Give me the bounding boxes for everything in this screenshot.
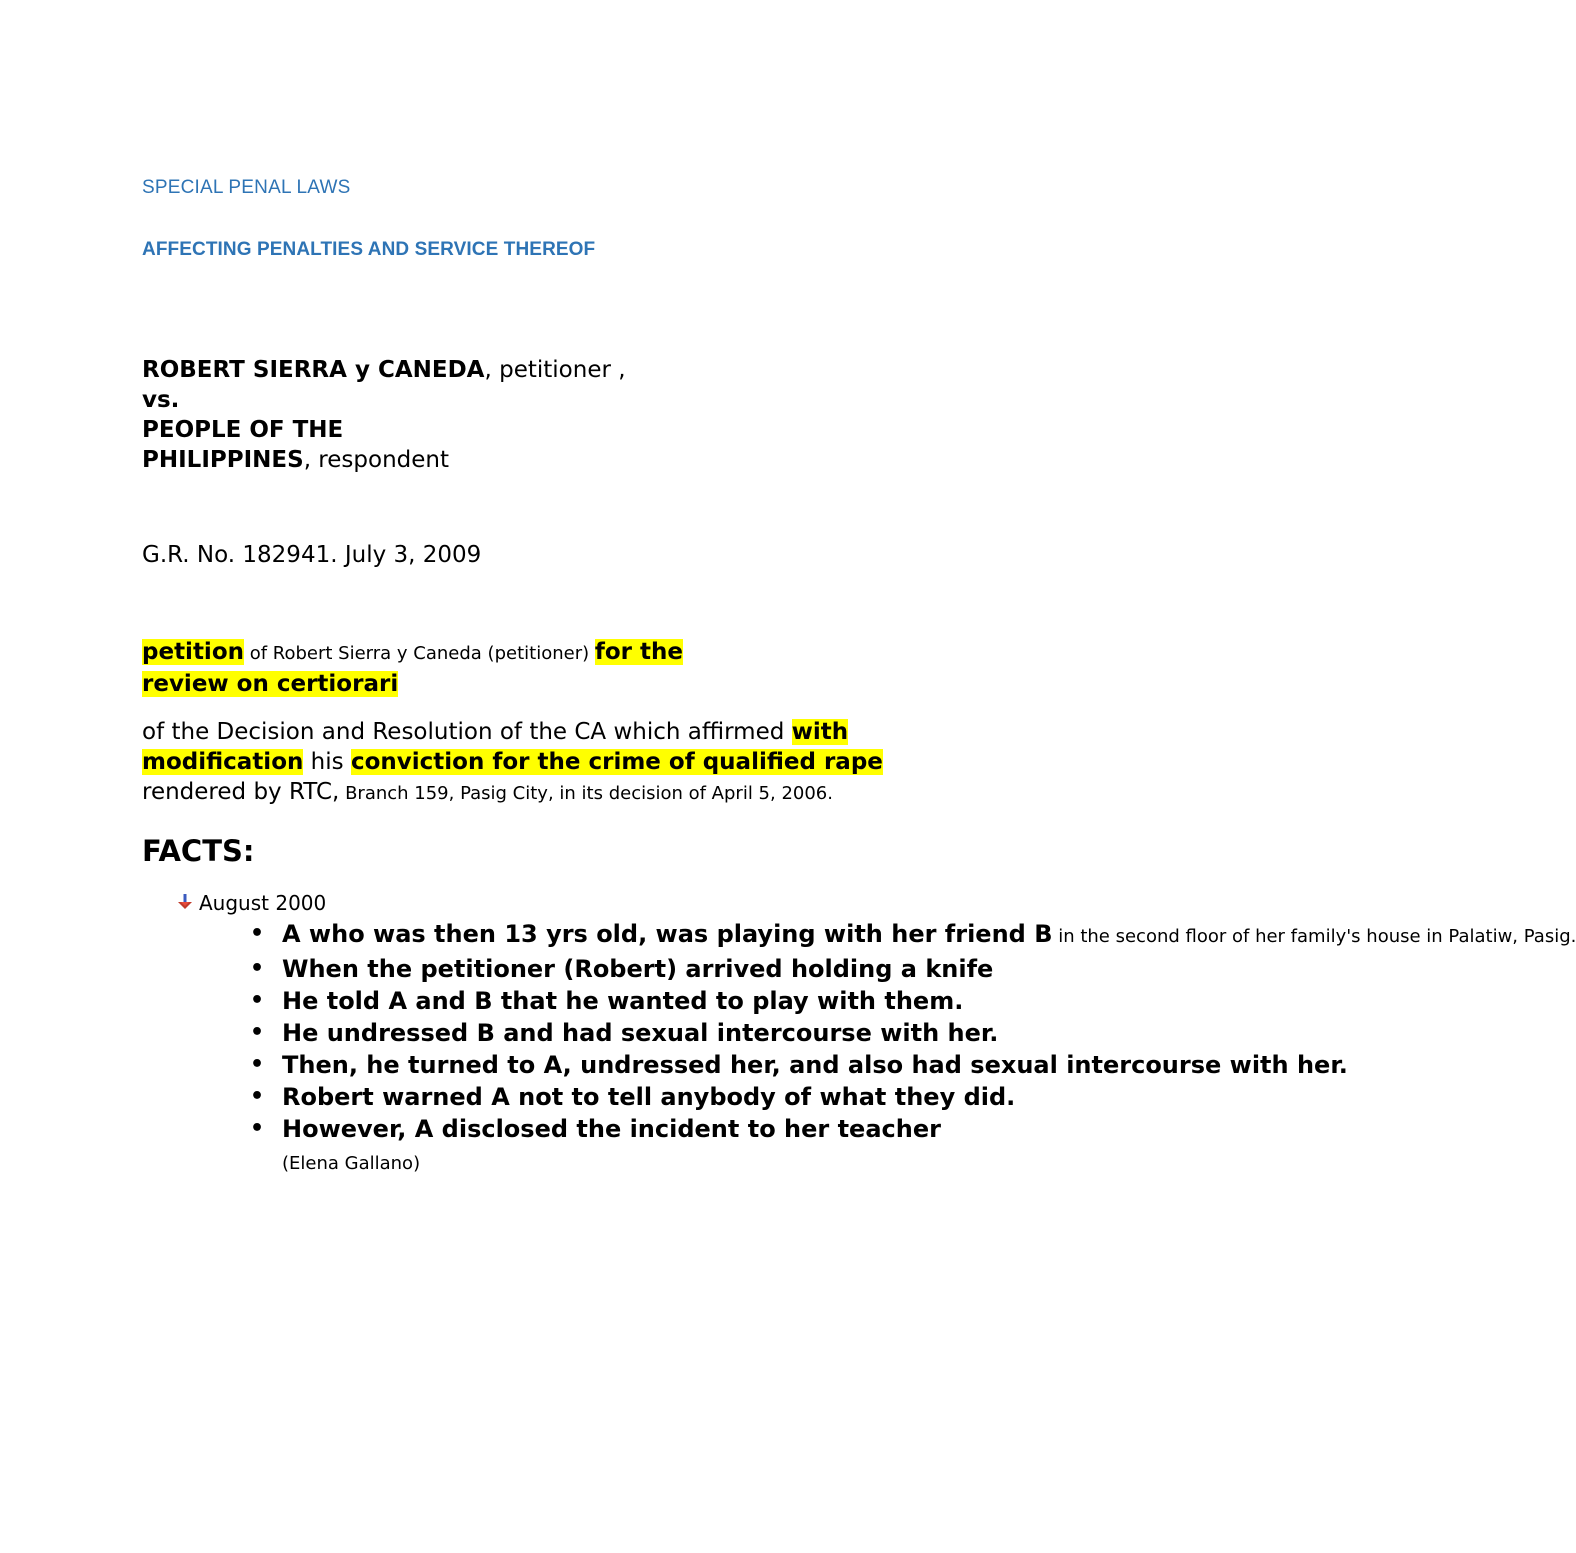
list-item xyxy=(244,953,1064,985)
bullet-icon: • xyxy=(250,1084,265,1109)
fact-text: Robert warned A not to tell anybody of what they did. xyxy=(282,1083,1016,1111)
highlight-petition: petition xyxy=(142,639,244,665)
fact-text: A who was then 13 yrs old, was playing with her friend B xyxy=(282,920,1053,948)
bullet-icon: • xyxy=(250,956,265,981)
decision-his: his xyxy=(303,749,351,775)
decision-branch: Branch 159, Pasig City, in its decision of April 5, 2006. xyxy=(339,783,833,804)
fact-text: However, A disclosed the incident to her teacher xyxy=(282,1115,941,1143)
fact-text: He told A and B that he wanted to play with them. xyxy=(282,987,964,1015)
versus-label: vs. xyxy=(142,387,180,413)
list-item xyxy=(244,1017,1064,1049)
bullet-icon: • xyxy=(250,1116,265,1141)
facts-heading: FACTS: xyxy=(142,834,255,868)
petitioner-role: , petitioner , xyxy=(484,357,626,383)
section-subtitle: AFFECTING PENALTIES AND SERVICE THEREOF xyxy=(142,239,596,260)
highlight-conviction: conviction for the crime of qualified rape xyxy=(350,749,883,775)
highlight-modification: modification xyxy=(142,749,304,775)
bullet-icon: • xyxy=(250,921,265,946)
list-item xyxy=(244,1081,1064,1113)
bullet-icon: • xyxy=(250,1020,265,1045)
highlight-with: with xyxy=(791,719,849,745)
list-item xyxy=(244,1113,1064,1180)
highlight-review: review on certiorari xyxy=(142,671,399,697)
highlight-for-the: for the xyxy=(594,639,683,665)
fact-detail: (Elena Gallano) xyxy=(282,1153,421,1174)
section-title: SPECIAL PENAL LAWS xyxy=(142,177,351,198)
list-item xyxy=(244,1049,1348,1081)
decision-paragraph xyxy=(142,717,883,809)
bullet-icon: • xyxy=(250,988,265,1013)
fact-text: He undressed B and had sexual intercourse with her. xyxy=(282,1019,999,1047)
respondent-role: , respondent xyxy=(303,447,449,473)
case-number: G.R. No. 182941. July 3, 2009 xyxy=(142,542,482,568)
list-item xyxy=(244,985,1064,1017)
respondent-line-2: PHILIPPINES xyxy=(142,447,304,473)
decision-rendered: rendered by RTC, xyxy=(142,779,340,805)
fact-text: When the petitioner (Robert) arrived holding a knife xyxy=(282,955,994,983)
facts-date: August 2000 xyxy=(199,891,327,915)
decision-text: of the Decision and Resolution of the CA which affirmed xyxy=(142,719,792,745)
list-item xyxy=(244,918,1576,953)
respondent-line-1: PEOPLE OF THE xyxy=(142,417,344,443)
petition-of-text: of Robert Sierra y Caneda (petitioner) xyxy=(244,643,595,664)
down-arrow-icon xyxy=(177,892,199,916)
facts-date-item xyxy=(177,891,326,915)
facts-list xyxy=(244,918,1576,1180)
case-parties xyxy=(142,355,626,475)
petitioner-name: ROBERT SIERRA y CANEDA xyxy=(142,357,485,383)
bullet-icon: • xyxy=(250,1052,265,1077)
fact-text: Then, he turned to A, undressed her, and also had sexual intercourse with her. xyxy=(282,1051,1348,1079)
petition-paragraph xyxy=(142,637,683,699)
fact-detail: in the second floor of her family's house in Palatiw, Pasig. xyxy=(1052,926,1576,947)
